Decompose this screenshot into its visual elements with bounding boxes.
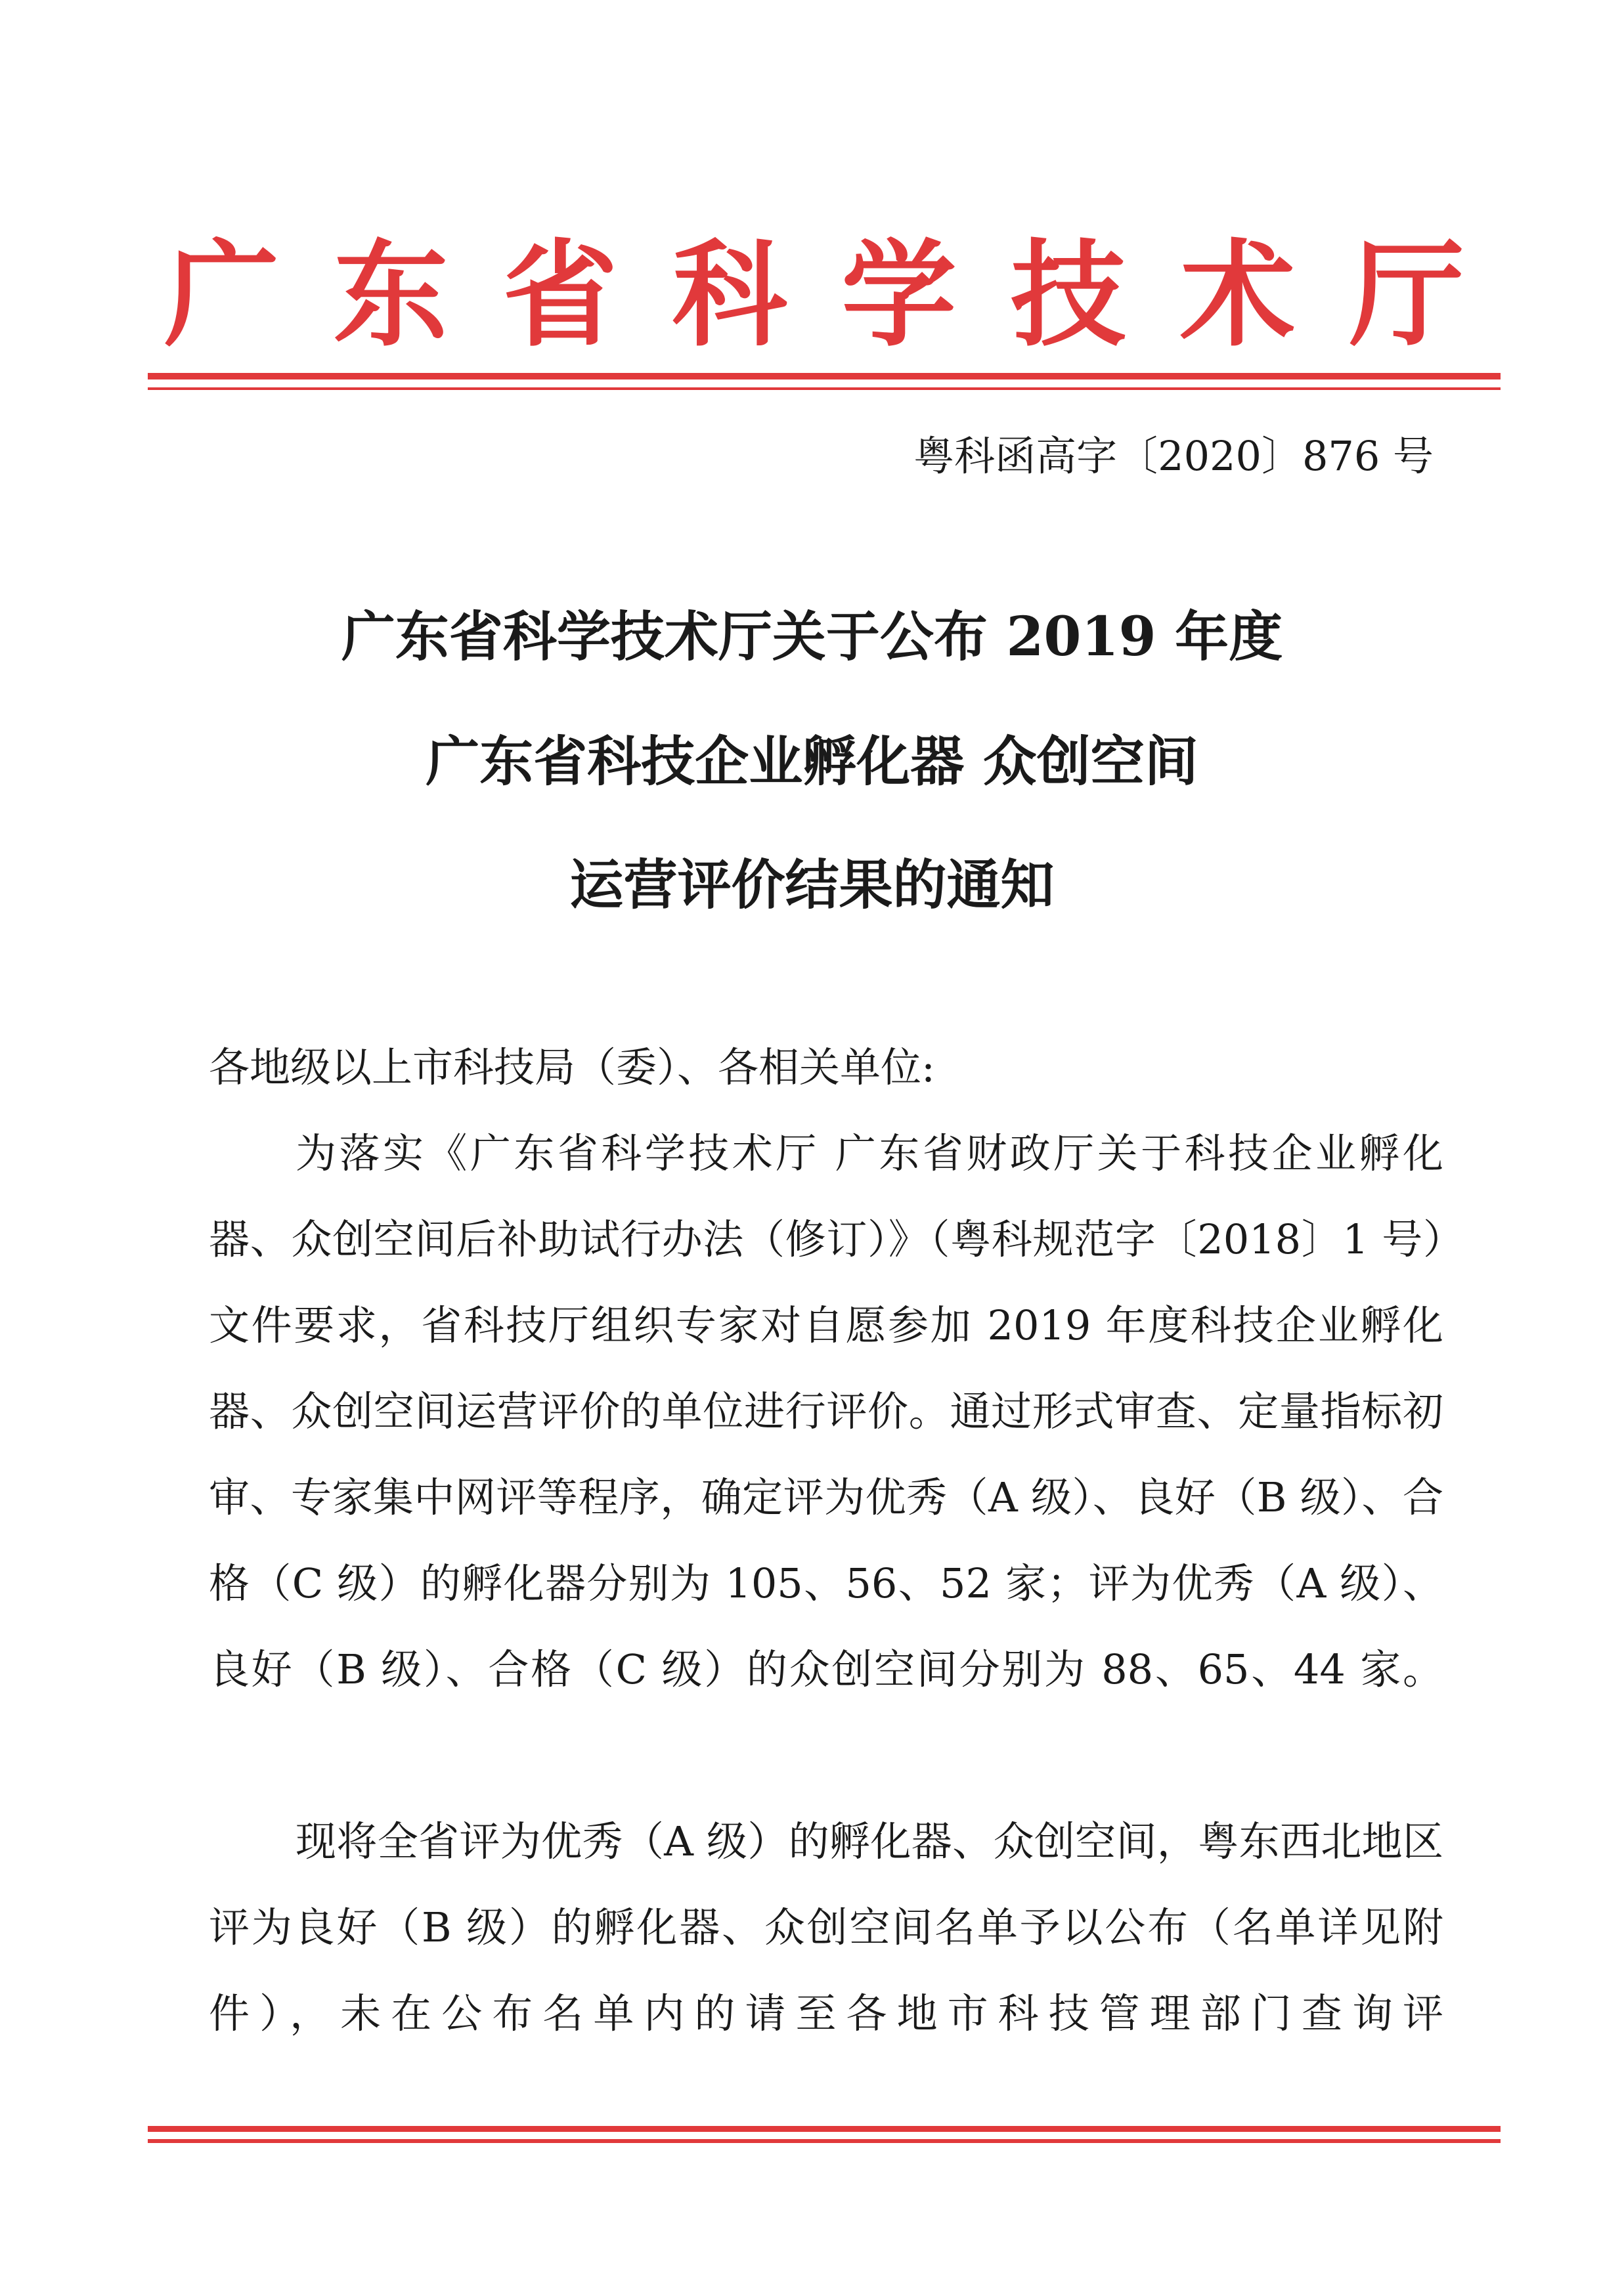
header-divider-thick (148, 373, 1501, 379)
body-paragraph-2 (209, 1798, 1443, 2056)
header-char: 术 (1180, 228, 1296, 362)
header-divider-thin (148, 387, 1501, 390)
header-char: 学 (841, 228, 957, 362)
document-title-line-2: 广东省科技企业孵化器 众创空间 (426, 730, 1198, 793)
header-char: 技 (1011, 228, 1126, 362)
header-char: 东 (333, 228, 449, 362)
footer-divider-thin (148, 2139, 1501, 2143)
header-char: 省 (502, 228, 618, 362)
document-number: 粤科函高字〔2020〕876 号 (913, 432, 1434, 480)
header-char: 科 (672, 228, 787, 362)
document-title-line-3: 运营评价结果的通知 (569, 854, 1055, 917)
paragraph-text: 现将全省评为优秀（A 级）的孵化器、众创空间，粤东西北地区评为良好（B 级）的孵化器、众创空间名单予以公布（名单详见附件），未在公布名单内的请至各地市科技管理部门查询评 (209, 1817, 1443, 2037)
salutation: 各地级以上市科技局（委）、各相关单位: (209, 1043, 935, 1091)
body-paragraph-1 (209, 1110, 1443, 1712)
paragraph-text: 为落实《广东省科学技术厅 广东省财政厅关于科技企业孵化器、众创空间后补助试行办法（修订）》（粤科规范字〔2018〕1 号）文件要求，省科技厅组织专家对自愿参加 2019 年度科技企业孵化器、众创空间运营评价的单位进行评价。通过形式审查、定量指标初审、专家集中网评等程序，确定评为优秀（A 级）、良好（B 级）、合格（C 级）的孵化器分别为 105、56、52 家；评为优秀（A 级）、良好（B 级）、合格（C 级）的众创空间分别为 88、65、44 家。 (209, 1129, 1443, 1693)
footer-divider-thick (148, 2126, 1501, 2132)
header-char: 厅 (1349, 228, 1464, 362)
issuer-header (164, 217, 1464, 374)
document-title-line-1: 广东省科学技术厅关于公布 2019 年度 (341, 605, 1283, 668)
header-char: 广 (164, 228, 279, 362)
